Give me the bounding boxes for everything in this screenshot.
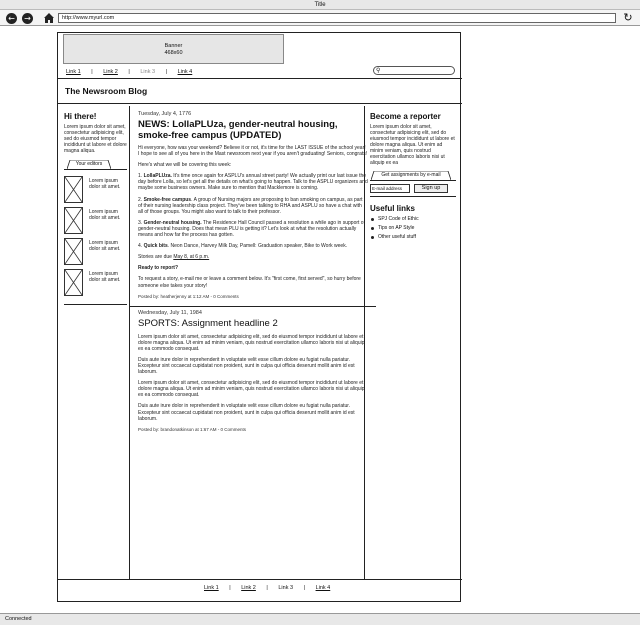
useful-link[interactable] xyxy=(370,225,456,231)
editors-tab-label: Your editors xyxy=(75,161,103,167)
item-title: Quick bits xyxy=(143,243,168,250)
item-number: 2. xyxy=(138,196,143,203)
blog-title: The Newsroom Blog xyxy=(65,86,148,96)
article-divider xyxy=(130,306,376,307)
status-bar xyxy=(0,613,640,625)
column-divider xyxy=(129,106,130,579)
window-title: Title xyxy=(314,2,326,8)
item-text: The Residence Hall Council passed a resolution a while ago in support of gender-neutral housing. Does that mean PLU is getting it? Let's look at what the resolution actually means and how far the process has gotten. xyxy=(138,219,365,239)
bullet-icon xyxy=(371,227,374,230)
editor-item xyxy=(64,269,127,296)
assignment-item xyxy=(138,173,368,191)
nav-separator: | xyxy=(165,69,168,75)
editor-photo-placeholder xyxy=(64,269,83,296)
bullet-icon xyxy=(371,218,374,221)
item-number: 1. xyxy=(138,173,143,180)
article-paragraph: Duis aute irure dolor in reprehenderit in voluptate velit esse cillum dolore eu fugiat nulla pariatur. Excepteur sint occaecat cupidatat non proident, sunt in culpa qui officia deserunt mollit anim id est laborum. xyxy=(138,356,355,376)
divider xyxy=(58,579,462,580)
banner-label: Banner xyxy=(164,43,183,49)
assignment-item xyxy=(138,197,368,215)
top-navigation xyxy=(66,69,192,75)
editor-photo-placeholder xyxy=(64,238,83,265)
browser-toolbar xyxy=(0,10,640,26)
editor-item xyxy=(64,207,127,234)
window-title-bar xyxy=(0,0,640,10)
useful-link[interactable] xyxy=(370,234,456,240)
assignments-tab xyxy=(371,171,451,180)
address-bar[interactable] xyxy=(58,13,616,23)
footer-link-1[interactable]: Link 1 xyxy=(204,585,219,591)
status-text: Connected xyxy=(5,616,32,622)
banner-size: 468x60 xyxy=(164,50,183,56)
nav-link-4[interactable]: Link 4 xyxy=(177,69,193,75)
footer-separator: | xyxy=(303,585,306,591)
editor-photo-placeholder xyxy=(64,207,83,234)
bullet-icon xyxy=(371,236,374,239)
editor-photo-placeholder xyxy=(64,176,83,203)
article-intro: Hi everyone, how was your weekend? Believe it or not, it's time for the LAST ISSUE of the school year! I hope to see all of you here in the Mast newsroom next year if you aren't graduating! Seniors, congrats! xyxy=(138,145,368,158)
article-date: Tuesday, July 4, 1776 xyxy=(138,111,192,117)
footer-link-2[interactable]: Link 2 xyxy=(241,585,256,591)
assignment-item xyxy=(138,243,368,249)
sidebar-heading: Hi there! xyxy=(64,112,97,121)
footer-separator: | xyxy=(229,585,231,591)
footer-link-3-current: Link 3 xyxy=(278,585,294,591)
item-number: 4. xyxy=(138,243,143,250)
item-text: . Neon Dance, Harvey Milk Day, Pamell: Graduation speaker, Bike to Work week. xyxy=(167,243,348,250)
forward-arrow-icon[interactable]: → xyxy=(22,13,33,24)
web-page xyxy=(57,32,461,602)
search-input[interactable] xyxy=(373,66,455,75)
editors-tab xyxy=(67,160,111,169)
useful-link[interactable] xyxy=(370,216,456,222)
left-sidebar xyxy=(64,112,127,305)
reload-icon[interactable]: ↻ xyxy=(623,11,633,24)
footer-navigation xyxy=(204,585,330,591)
posted-by: Posted by: heatherjenny at 1:12 AM - 0 Comments xyxy=(138,293,239,299)
stories-due xyxy=(138,254,368,260)
nav-link-3-current: Link 3 xyxy=(140,69,156,75)
main-content xyxy=(138,111,368,439)
posted-by: Posted by: brandonatkinson at 1:67 AM - 0 Comments xyxy=(138,426,247,432)
ready-heading: Ready to report? xyxy=(138,265,179,272)
item-title: Gender-neutral housing. xyxy=(143,219,202,226)
stories-due-link[interactable]: May 8, at 6 p.m. xyxy=(173,254,210,261)
article-headline[interactable]: SPORTS: Assignment headline 2 xyxy=(138,317,278,329)
item-title: Smoke-free campus xyxy=(143,196,192,203)
request-text: To request a story, e-mail me or leave a comment below. It's "first come, first served", so hurry before someone else takes your story! xyxy=(138,276,361,289)
article-headline[interactable]: NEWS: LollaPLUza, gender-neutral housing, smoke-free campus (UPDATED) xyxy=(138,119,338,141)
useful-links-list xyxy=(370,216,456,240)
divider xyxy=(58,103,462,104)
reporter-text: Lorem ipsum dolor sit amet, consectetur adipisicing elit, sed do eiusmod tempor incididunt ut labore et dolore magna aliqua. Ut enim ad minim veniam, quis nostrud exercitation ullamco laboris nisi ut aliquip ex ea xyxy=(370,124,455,166)
footer-separator: | xyxy=(266,585,268,591)
divider xyxy=(58,78,462,79)
article-paragraph: Lorem ipsum dolor sit amet, consectetur adipisicing elit, sed do eiusmod tempor incididunt ut labore et dolore magna aliqua. Ut enim ad minim veniam, quis nostrud exercitation ullamco laboris nisi ut aliquip ex ea commodo consequat. xyxy=(138,333,365,352)
editor-text: Lorem ipsum dolor sit amet. xyxy=(89,209,121,221)
right-sidebar xyxy=(370,112,456,243)
item-title: LollaPLUza. xyxy=(143,173,172,180)
search-icon: ⚲ xyxy=(376,67,381,74)
sidebar-intro: Lorem ipsum dolor sit amet, consectetur adipisicing elit, sed do eiusmod tempor incididunt ut labore et dolore magna aliqua. xyxy=(64,124,127,154)
useful-link-label: SPJ Code of Ethic xyxy=(378,216,419,222)
url-text: http://www.myurl.com xyxy=(62,15,115,21)
signup-form xyxy=(370,180,456,197)
nav-link-1[interactable]: Link 1 xyxy=(66,69,81,75)
item-text: It's time once again for ASPLU's annual street party! We actually print our last issue the day before Lolla, so let's get all the details on what's going to happen. Talk to the ASPLU organizers and maybe some business owners. Make sure to mention that Macklemore is coming. xyxy=(138,173,368,192)
nav-separator: | xyxy=(91,69,93,75)
item-text: . A group of Nursing majors are proposing to ban smoking on campus, as part of their nursing leadership class project. They've been talking to RHA and ASPLU so have a chat with all of those groups. You might also want to talk to their professor. xyxy=(138,196,363,215)
article-paragraph: Duis aute irure dolor in reprehenderit in voluptate velit esse cillum dolore eu fugiat nulla pariatur. Excepteur sint occaecat cupidatat non proident, sunt in culpa qui officia deserunt mollit anim id est laborum. xyxy=(138,403,355,422)
assignments-tab-label: Get assignments by e-mail xyxy=(381,172,441,178)
nav-separator: | xyxy=(128,69,130,75)
editor-text: Lorem ipsum dolor sit amet. xyxy=(89,178,121,190)
useful-link-label: Other useful stuff xyxy=(378,234,416,240)
editor-text: Lorem ipsum dolor sit amet. xyxy=(89,271,121,283)
assignment-item xyxy=(138,220,368,238)
editor-item xyxy=(64,176,127,203)
item-number: 3. xyxy=(138,219,143,226)
editor-item xyxy=(64,238,127,265)
useful-link-label: Tips on AP Style xyxy=(378,225,415,231)
useful-links-heading: Useful links xyxy=(370,204,415,213)
editor-text: Lorem ipsum dolor sit amet. xyxy=(89,240,121,252)
article-date: Wednesday, July 11, 1984 xyxy=(138,309,202,316)
stories-due-text: Stories are due xyxy=(138,254,174,261)
email-field[interactable]: E-mail address xyxy=(370,184,410,193)
reporter-heading: Become a reporter xyxy=(370,112,441,121)
nav-link-2[interactable]: Link 2 xyxy=(103,69,118,75)
article-covering: Here's what we will be covering this week: xyxy=(138,162,232,169)
back-arrow-icon[interactable]: ← xyxy=(6,13,17,24)
banner-ad[interactable] xyxy=(63,34,284,64)
editors-list xyxy=(64,169,127,305)
article-paragraph: Lorem ipsum dolor sit amet, consectetur adipisicing elit, sed do eiusmod tempor incididunt ut labore et dolore magna aliqua. Ut enim ad minim veniam, quis nostrud exercitation ullamco laboris nisi ut aliquip ex ea commodo consequat. xyxy=(138,380,365,399)
signup-button[interactable]: Sign up xyxy=(414,184,448,193)
home-icon[interactable] xyxy=(43,12,55,24)
footer-link-4[interactable]: Link 4 xyxy=(315,585,331,591)
